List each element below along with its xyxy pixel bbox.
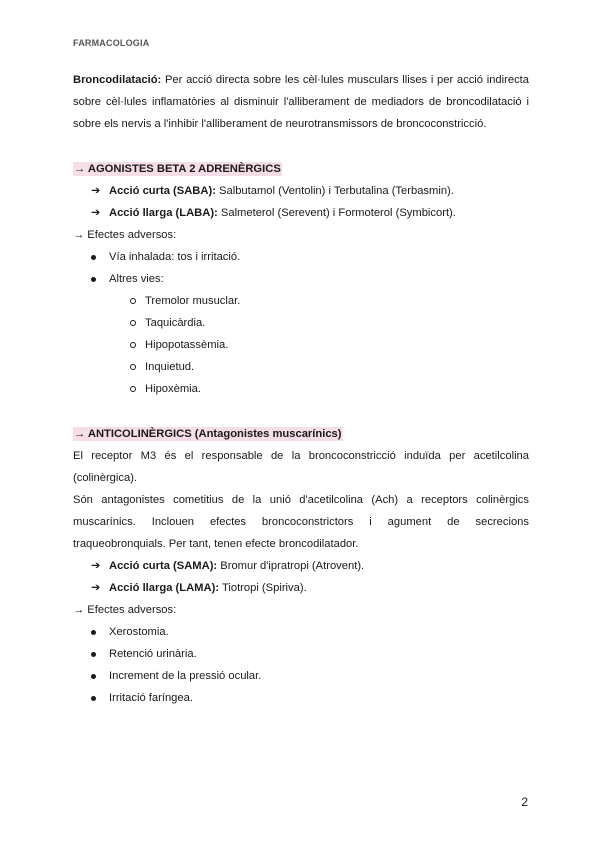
m3-line-1: El receptor M3 és el responsable de la broncoconstricció induïda per acetilcolina bbox=[73, 450, 529, 462]
sub-list-item: Hipoxèmia. bbox=[145, 383, 201, 395]
section-heading-anticholinergics: → ANTICOLINÈRGICS (Antagonistes muscarínics) bbox=[74, 428, 342, 440]
intro-line-2: sobre cèl·lules inflamatòries al disminuir l'alliberament de mediadors de broncodilatació i bbox=[73, 96, 529, 108]
m3-line-2: (colinèrgica). bbox=[73, 472, 138, 484]
lama-item bbox=[91, 580, 307, 596]
sama-text: Bromur d'ipratropi (Atrovent). bbox=[220, 560, 365, 572]
bullet-circle-icon bbox=[130, 342, 136, 348]
list-item: Increment de la pressió ocular. bbox=[109, 670, 262, 682]
sama-item bbox=[91, 558, 364, 574]
saba-item bbox=[91, 183, 454, 199]
section-heading-beta2: → AGONISTES BETA 2 ADRENÈRGICS bbox=[74, 163, 281, 175]
saba-text: Salbutamol (Ventolin) i Terbutalina (Terbasmin). bbox=[219, 185, 454, 197]
sub-list-item: Hipopotassèmia. bbox=[145, 339, 229, 351]
list-item: Irritació faríngea. bbox=[109, 692, 193, 704]
bullet-dot-icon bbox=[91, 630, 96, 635]
antagonists-line-3: traqueobronquials. Per tant, tenen efecte broncodilatador. bbox=[73, 538, 359, 550]
bullet-dot-icon bbox=[91, 674, 96, 679]
bullet-circle-icon bbox=[130, 298, 136, 304]
intro-text-1: Per acció directa sobre les cèl·lules musculars llises i per acció indirecta bbox=[164, 74, 529, 86]
page-number: 2 bbox=[521, 795, 528, 809]
bullet-circle-icon bbox=[130, 386, 136, 392]
list-item: Altres vies: bbox=[109, 273, 164, 285]
list-item: Xerostomia. bbox=[109, 626, 169, 638]
bullet-circle-icon bbox=[130, 320, 136, 326]
laba-item bbox=[91, 205, 456, 221]
arrow-icon: ➔ bbox=[91, 185, 101, 197]
arrow-icon: ➔ bbox=[91, 582, 101, 594]
list-item: Retenció urinària. bbox=[109, 648, 197, 660]
saba-label: Acció curta (SABA): bbox=[109, 185, 216, 197]
lama-text: Tiotropi (Spiriva). bbox=[221, 582, 307, 594]
arrow-icon: ➔ bbox=[91, 207, 101, 219]
bullet-dot-icon bbox=[91, 255, 96, 260]
antagonists-line-1: Són antagonistes cometitius de la unió d'acetilcolina (Ach) a receptors colinèrgics bbox=[73, 494, 529, 506]
bullet-dot-icon bbox=[91, 277, 96, 282]
laba-label: Acció llarga (LABA): bbox=[109, 207, 218, 219]
bullet-dot-icon bbox=[91, 696, 96, 701]
sub-list-item: Tremolor musuclar. bbox=[145, 295, 241, 307]
antagonists-line-2: muscarínics. Inclouen efectes broncoconstrictors i agument de secrecions bbox=[73, 516, 529, 528]
intro-line-3: sobre els nervis a l'inhibir l'alliberament de neurotransmissors de broncoconstricció. bbox=[73, 118, 487, 130]
intro-term: Broncodilatació: bbox=[73, 74, 162, 86]
list-item: Vía inhalada: tos i irritació. bbox=[109, 251, 241, 263]
sub-list-item: Taquicàrdia. bbox=[145, 317, 206, 329]
lama-label: Acció llarga (LAMA): bbox=[109, 582, 220, 594]
sama-label: Acció curta (SAMA): bbox=[109, 560, 218, 572]
page-header: FARMACOLOGIA bbox=[73, 38, 150, 48]
laba-text: Salmeterol (Serevent) i Formoterol (Symbicort). bbox=[220, 207, 456, 219]
adverse-title-2: → Efectes adversos: bbox=[73, 604, 177, 616]
bullet-dot-icon bbox=[91, 652, 96, 657]
adverse-title-1: → Efectes adversos: bbox=[73, 229, 177, 241]
intro-line-1 bbox=[73, 72, 529, 88]
arrow-icon: ➔ bbox=[91, 560, 101, 572]
bullet-circle-icon bbox=[130, 364, 136, 370]
sub-list-item: Inquietud. bbox=[145, 361, 195, 373]
